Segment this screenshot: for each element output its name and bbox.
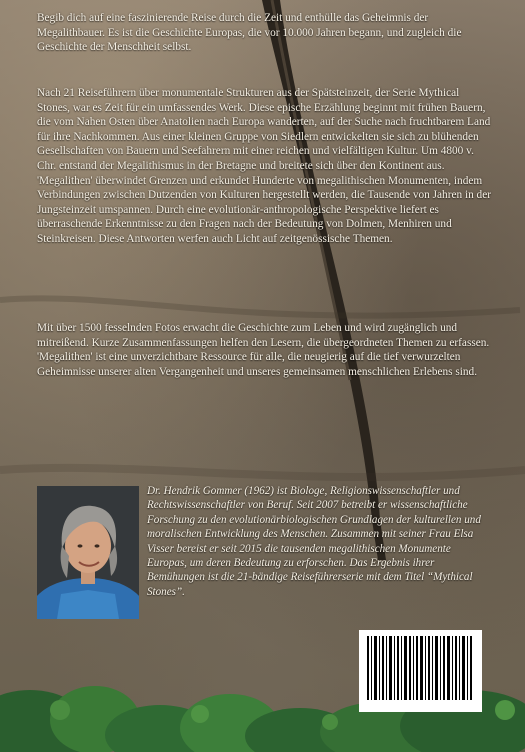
author-bio-text: Dr. Hendrik Gommer (1962) ist Biologe, Religionswissenschaftler und Rechtswissenschaftler von Beruf. Seit 2007 betreibt er wissenschaftliche Forschung zu den evolutionärbiologischen Grundlagen der kulturellen und moralischen Entwicklung des Menschen. Zusammen mit seiner Frau Elsa Visser bereist er seit 2015 die tausenden megalithischen Monumente Europas, um deren Bedeutung zu erforschen. Das Ergebnis ihrer Bemühungen ist die 21-bändige Reiseführerserie mit dem Titel “Mythical Stones”. xyxy=(147,485,481,598)
intro-paragraph-2 xyxy=(37,86,493,247)
author-bio xyxy=(147,484,487,599)
intro-text-1: Begib dich auf eine faszinierende Reise durch die Zeit und enthülle das Geheimnis der Megalithbauer. Es ist die Geschichte Europas, die vor 10.000 Jahren begann, und zugleich die Geschichte der Menschheit selbst. xyxy=(37,12,462,54)
intro-text-3: Mit über 1500 fesselnden Fotos erwacht die Geschichte zum Leben und wird zugänglich und mitreißend. Kurze Zusammenfassungen helfen den Lesern, die übergeordneten Themen zu erfassen. 'Megalithen' ist eine unverzichtbare Ressource für alle, die neugierig auf die tief verwurzelten Geheimnisse unserer alten Vergangenheit und unseres gemeinsamen menschlichen Erlebens sind. xyxy=(37,322,490,378)
intro-text-2b: 'Megalithen' überwindet Grenzen und erkundet Hunderte von megalithischen Monumenten, indem Verbindungen zwischen Dutzenden von Kulturen hergestellt werden, die Tausende von Jahren in der Jungsteinzeit umspannen. Durch eine evolutionär-anthropologische Perspektive liefert es überraschende Erkenntnisse zu den Fragen nach der Bedeutung von Dolmen, Menhiren und Steinkreisen. Diese Antworten werfen auch Licht auf zeitgenössische Themen. xyxy=(37,174,491,245)
author-photo xyxy=(37,486,139,619)
barcode-icon xyxy=(359,630,482,712)
intro-text-2: Nach 21 Reiseführern über monumentale Strukturen aus der Spätsteinzeit, der Serie Mythical Stones, war es Zeit für ein umfassendes Werk. Diese epische Erzählung beginnt mit frühen Bauern, die vom Nahen Osten über Anatolien nach Europa wanderten, auf der Suche nach fruchtbarem Land für ihre Nachkommen. Aus einer kleinen Gruppe von Siedlern entwickelten sie sich zu blühenden Gesellschaften von Bauern und Seefahrern mit einer reichen und vielfältigen Kultur. Um 4800 v. Chr. entstand der Megalithismus in der Bretagne und breitete sich über den Kontinent aus. xyxy=(37,87,491,172)
author-portrait-icon xyxy=(37,486,139,619)
intro-paragraph-1 xyxy=(37,11,493,55)
intro-paragraph-3 xyxy=(37,321,493,379)
